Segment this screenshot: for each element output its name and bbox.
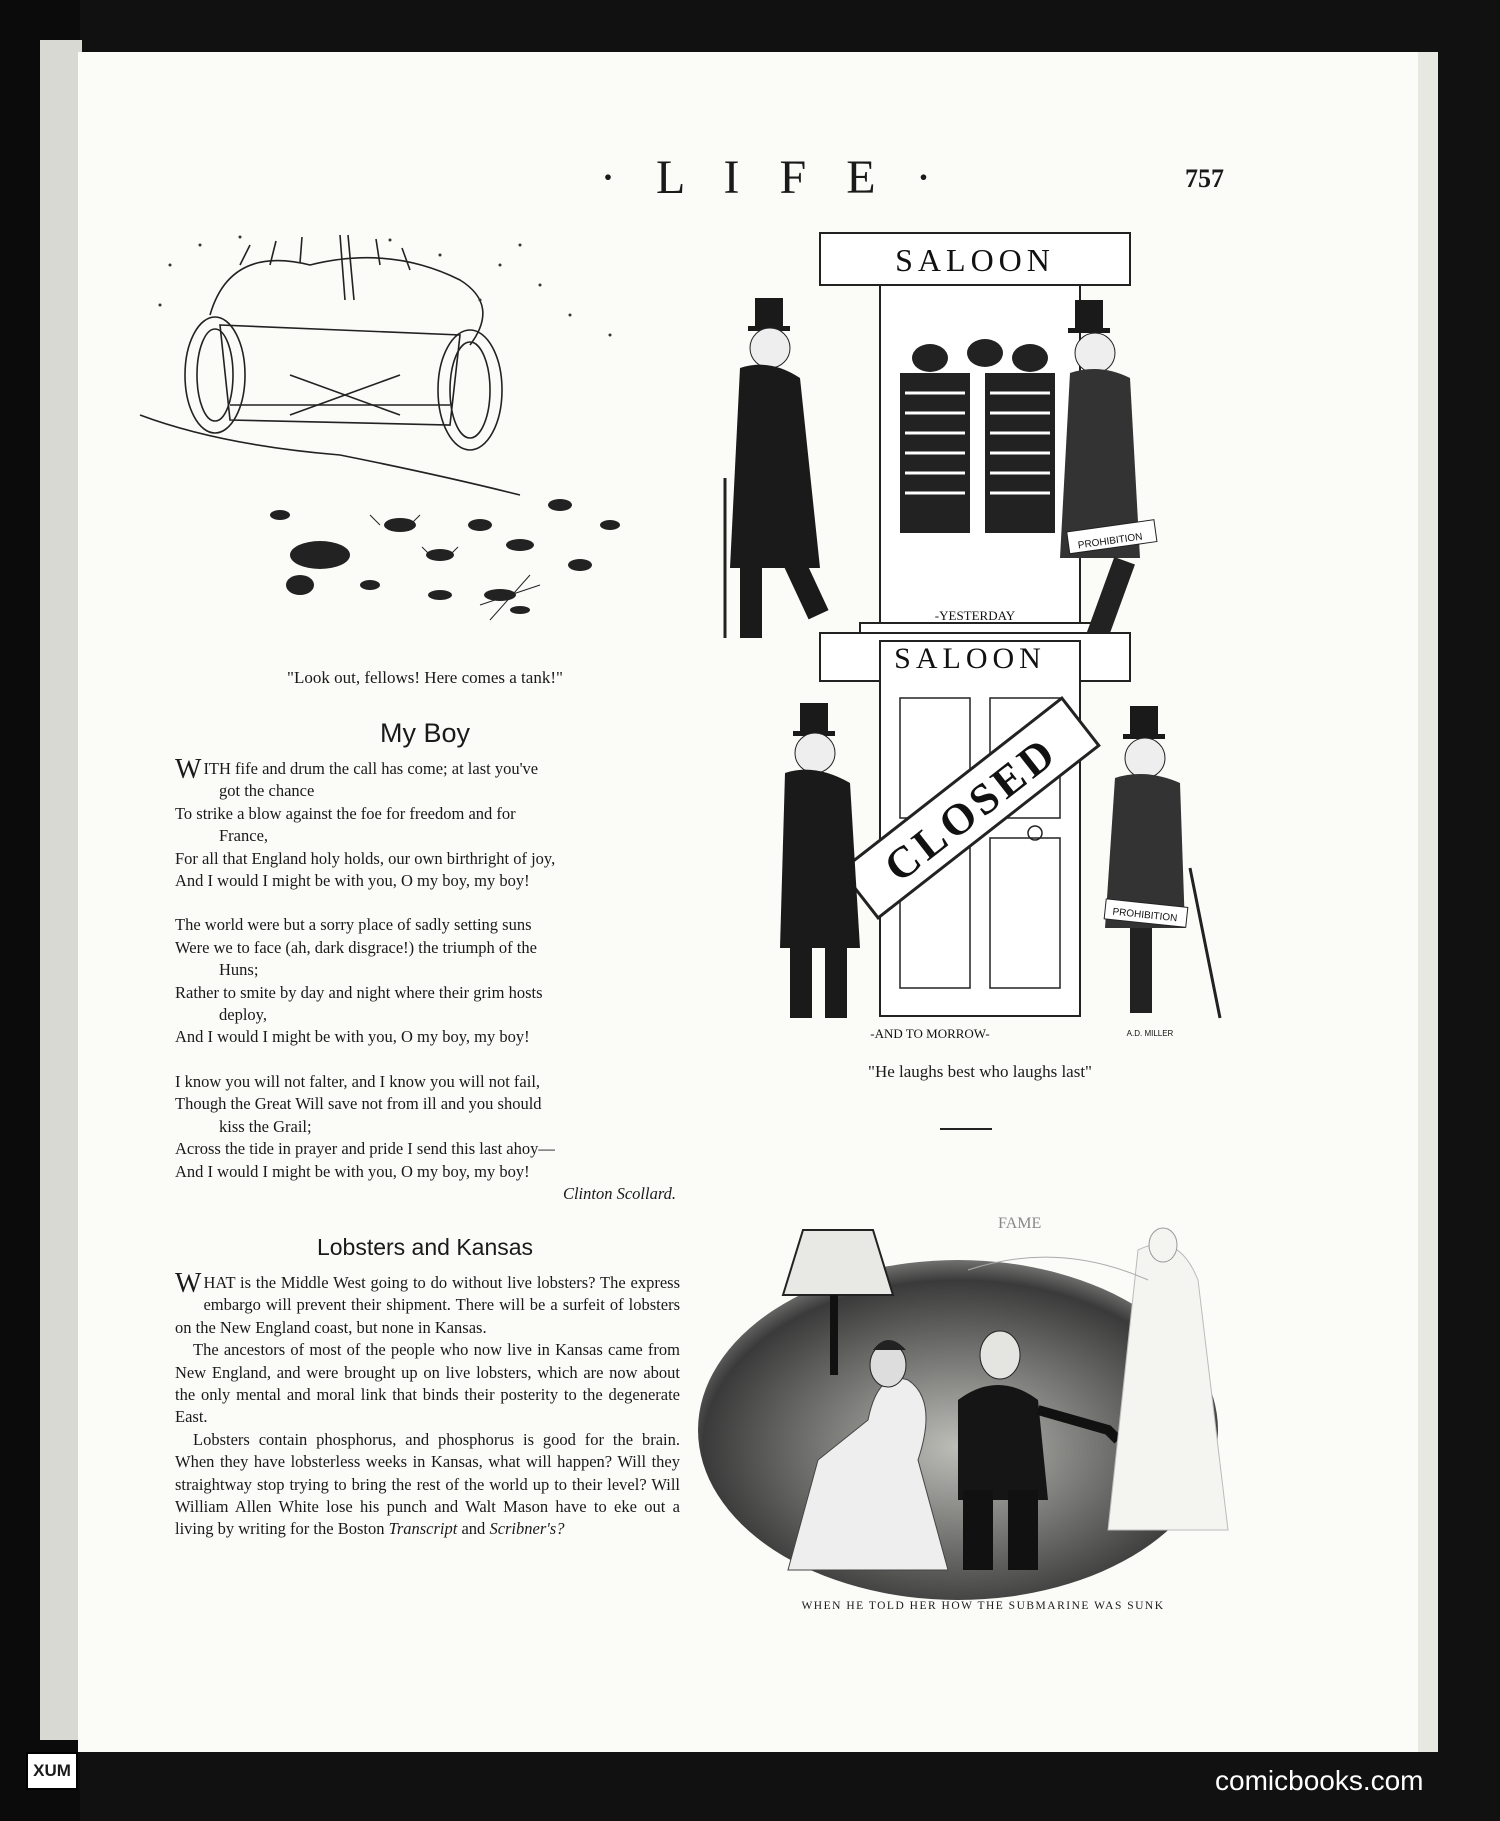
poem-line: got the chance (219, 781, 315, 801)
masthead: · L I F E · (600, 151, 946, 204)
lawnmower-insects-drawing (140, 225, 660, 645)
left-page-edge (40, 40, 82, 1740)
poem-line: Rather to smite by day and night where their grim hosts (175, 982, 543, 1002)
section-divider (940, 1128, 992, 1130)
saloon-sign-bottom: SALOON (894, 642, 1046, 675)
poem-line: Huns; (219, 960, 259, 980)
label-yesterday: -YESTERDAY (934, 608, 1016, 623)
label-tomorrow: -AND TO MORROW- (870, 1026, 990, 1041)
source-watermark: comicbooks.com (1215, 1765, 1424, 1796)
article-title: Lobsters and Kansas (316, 1234, 534, 1260)
right-page-edge (1418, 52, 1438, 1752)
closed-sign: CLOSED (875, 726, 1067, 892)
saloon-cartoon (700, 228, 1260, 1041)
poem-line: Though the Great Will save not from ill and you should (175, 1094, 542, 1114)
poem-line: I know you will not falter, and I know you will not fail, (175, 1071, 541, 1091)
poem-line: And I would I might be with you, O my boy, my boy! (175, 871, 530, 891)
artist-signature: A.D. MILLER (1126, 1029, 1174, 1038)
prohibition-label-top: PROHIBITION (1077, 531, 1144, 552)
tank-caption: "Look out, fellows! Here comes a tank!" (287, 668, 563, 687)
italic-title-scribners: Scribner's? (489, 1519, 565, 1539)
poem-line: The world were but a sorry place of sadly setting suns (175, 915, 532, 935)
poem-title: My Boy (379, 718, 471, 748)
prohibition-label-bottom: PROHIBITION (1111, 906, 1178, 925)
page-badge: XUM (26, 1752, 78, 1790)
page-number: 757 (1185, 164, 1224, 193)
article-paragraph: Lobsters contain phosphorus, and phosphorus is good for the brain. When they have lobsterless weeks in Kansas, what will happen? Will they straightway stop trying to bring the rest of the world up to their level? Will William Allen White lose his punch and Walt Mason have to eke out a living by writing for the Boston Transcript and Scribner's? (175, 1429, 680, 1539)
poem-line: deploy, (219, 1005, 267, 1025)
poem-line: For all that England holy holds, our own birthright of joy, (175, 848, 556, 868)
poem-line: WITH fife and drum the call has come; at last you've (175, 754, 539, 785)
fame-scroll-text: FAME (998, 1215, 1042, 1232)
italic-title-transcript: Transcript (388, 1519, 458, 1539)
saloon-sign-top: SALOON (895, 242, 1055, 278)
saloon-yesterday-tomorrow-drawing (700, 228, 1260, 1041)
article-paragraph: The ancestors of most of the people who now live in Kansas came from New England, and were brought up on live lobsters, which are now about the only mental and moral link that binds their posterity to the degenerate East. (175, 1340, 680, 1427)
poem-body (175, 754, 680, 1205)
poem-line: To strike a blow against the foe for freedom and for (175, 803, 516, 823)
poem-line: And I would I might be with you, O my boy, my boy! (175, 1027, 530, 1047)
submarine-illustration (708, 1200, 1258, 1580)
tank-cartoon (140, 225, 660, 645)
stanza-gap (175, 1049, 680, 1071)
article-dropcap: W (175, 1268, 202, 1299)
article-body (175, 1268, 680, 1541)
poem-author: Clinton Scollard. (562, 1183, 676, 1203)
poem-line: Were we to face (ah, dark disgrace!) the triumph of the (175, 937, 537, 957)
article-paragraph: WHAT is the Middle West going to do without live lobsters? The express embargo will prevent their shipment. There will be a surfeit of lobsters on the New England coast, but none in Kansas. (175, 1268, 680, 1337)
saloon-caption: "He laughs best who laughs last" (868, 1062, 1092, 1081)
poem-line: Across the tide in prayer and pride I send this last ahoy— (175, 1139, 555, 1159)
stanza-gap (175, 892, 680, 914)
poem-dropcap: W (175, 754, 202, 785)
sailor-girl-fame-drawing (708, 1200, 1258, 1580)
poem-line: And I would I might be with you, O my boy, my boy! (175, 1161, 530, 1181)
poem-line: France, (219, 826, 269, 846)
poem-line: kiss the Grail; (219, 1116, 312, 1136)
submarine-caption: WHEN HE TOLD HER HOW THE SUBMARINE WAS SUNK (801, 1600, 1165, 1612)
